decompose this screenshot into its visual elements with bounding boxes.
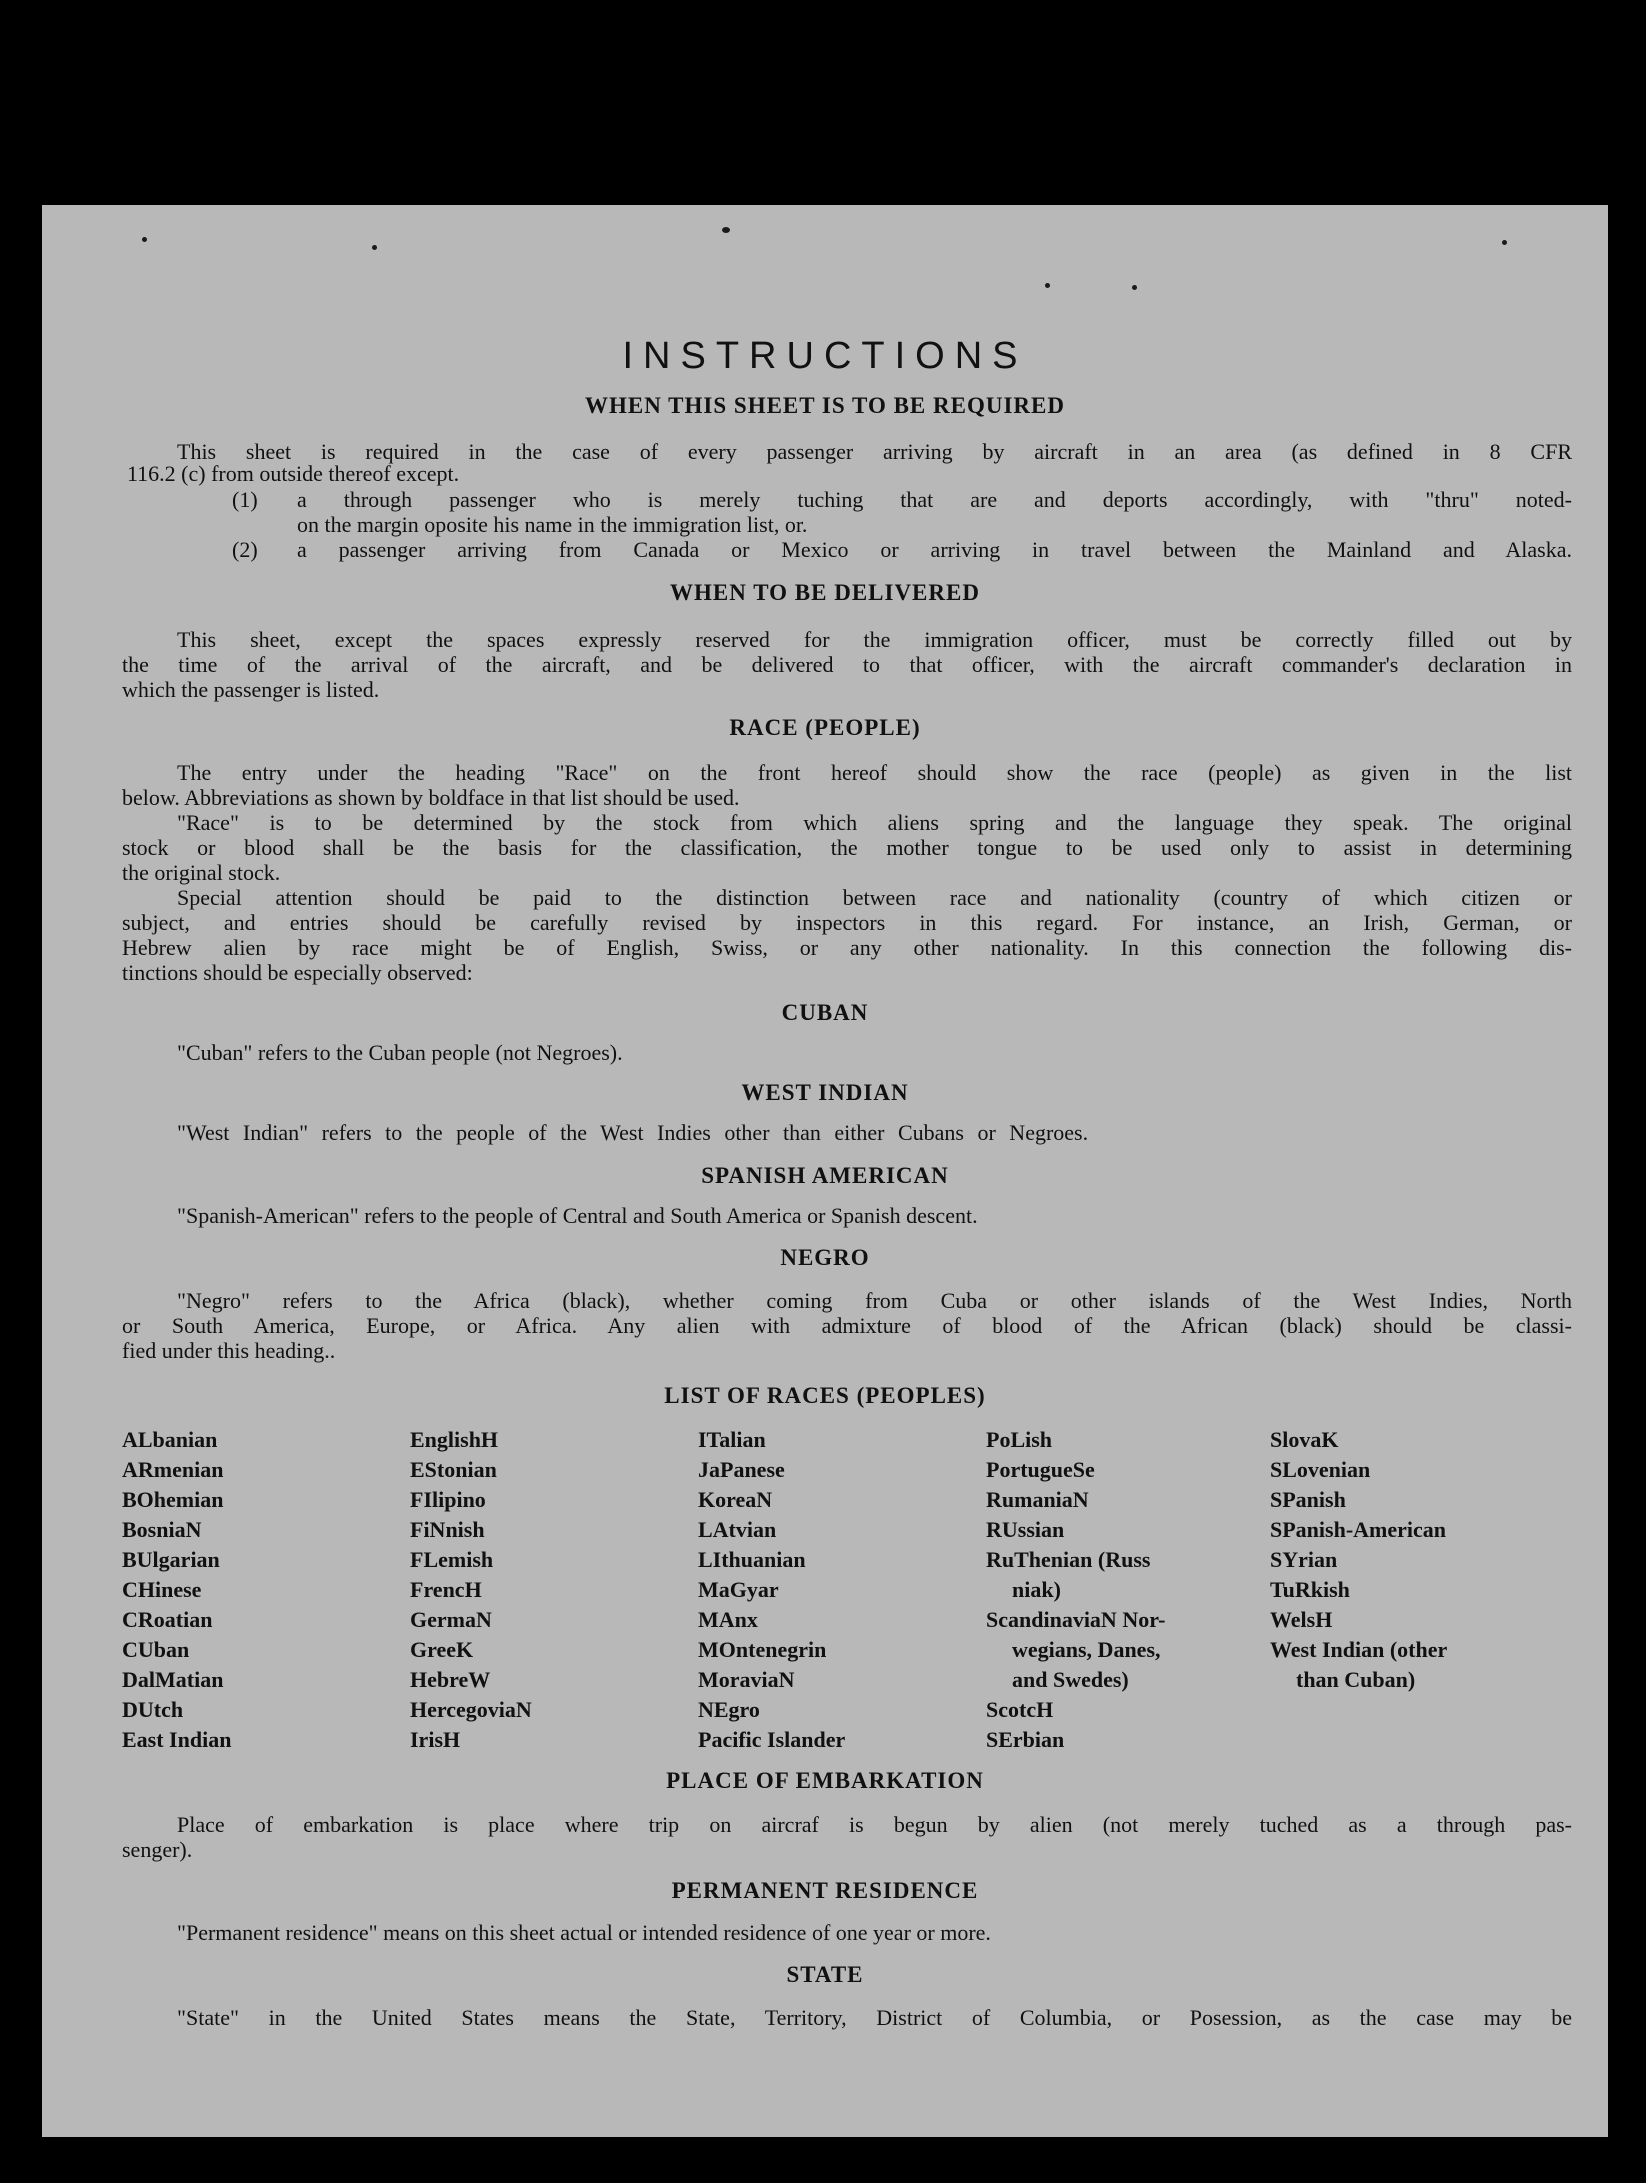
race-entry: TuRkish — [1270, 1577, 1350, 1602]
heading-list-of-races: LIST OF RACES (PEOPLES) — [664, 1383, 986, 1408]
race-entry: KoreaN — [698, 1487, 773, 1512]
dust-speck — [1502, 240, 1507, 245]
dust-speck — [1132, 285, 1137, 290]
page-title: INSTRUCTIONS — [622, 335, 1028, 377]
race-entry: FIlipino — [410, 1487, 486, 1512]
race-entry: PortugueSe — [986, 1457, 1095, 1482]
paragraph-line: stock or blood shall be the basis for the classification, the mother tongue to be used only to assist in determining — [122, 835, 1572, 860]
race-entry: East Indian — [122, 1727, 232, 1752]
race-entry: CHinese — [122, 1577, 202, 1602]
paragraph-line: "Permanent residence" means on this sheet actual or intended residence of one year or more. — [177, 1920, 991, 1945]
paragraph-line: below. Abbreviations as shown by boldface in that list should be used. — [122, 785, 740, 810]
paragraph-line: "Negro" refers to the Africa (black), whether coming from Cuba or other islands of the West Indies, North — [177, 1288, 1572, 1313]
paragraph-line: "West Indian" refers to the people of the West Indies other than either Cubans or Negroes. — [177, 1120, 1089, 1145]
paragraph-line: Place of embarkation is place where trip on aircraf is begun by alien (not merely tuched as a through pas- — [177, 1812, 1572, 1837]
heading-state: STATE — [786, 1962, 864, 1987]
heading-race: RACE (PEOPLE) — [729, 715, 921, 740]
paragraph-line: The entry under the heading "Race" on the front hereof should show the race (people) as given in the list — [177, 760, 1572, 785]
paragraph-line: fied under this heading.. — [122, 1338, 336, 1363]
race-entry: BosniaN — [122, 1517, 202, 1542]
paragraph-line: "State" in the United States means the State, Territory, District of Columbia, or Posession, as the case may be — [177, 2005, 1572, 2030]
heading-cuban: CUBAN — [781, 1000, 869, 1025]
race-entry: EStonian — [410, 1457, 497, 1482]
list-item-number: (1) — [232, 487, 258, 512]
race-entry: SPanish — [1270, 1487, 1346, 1512]
race-entry: PoLish — [986, 1427, 1053, 1452]
race-entry: RumaniaN — [986, 1487, 1089, 1512]
race-entry: GreeK — [410, 1637, 474, 1662]
race-entry: LAtvian — [698, 1517, 777, 1542]
races-column-5 — [1270, 1425, 1447, 1695]
dust-speck — [372, 245, 377, 250]
list-item-text: a passenger arriving from Canada or Mexico or arriving in travel between the Mainland and Alaska. — [297, 537, 1572, 562]
paragraph-line: or South America, Europe, or Africa. Any alien with admixture of blood of the African (black) should be classi- — [122, 1313, 1572, 1338]
race-entry: CUban — [122, 1637, 190, 1662]
race-entry: DUtch — [122, 1697, 184, 1722]
paragraph-line: subject, and entries should be carefully revised by inspectors in this regard. For instance, an Irish, German, or — [122, 910, 1572, 935]
race-entry: CRoatian — [122, 1607, 213, 1632]
race-entry: RuThenian (Russ — [986, 1547, 1151, 1572]
document-sheet — [42, 205, 1608, 2137]
paragraph-line: Special attention should be paid to the distinction between race and nationality (country of which citizen or — [177, 885, 1572, 910]
race-entry: FiNnish — [410, 1517, 485, 1542]
race-entry: WelsH — [1270, 1607, 1333, 1632]
list-item-number: (2) — [232, 537, 258, 562]
paragraph-line: which the passenger is listed. — [122, 677, 380, 702]
paragraph-line: "Spanish-American" refers to the people of Central and South America or Spanish descent. — [177, 1203, 978, 1228]
race-entry: DalMatian — [122, 1667, 224, 1692]
race-entry: JaPanese — [698, 1457, 785, 1482]
paragraph-line: the time of the arrival of the aircraft, and be delivered to that officer, with the aircraft commander's declaration in — [122, 652, 1572, 677]
paragraph-line: "Race" is to be determined by the stock from which aliens spring and the language they speak. The original — [177, 810, 1572, 835]
race-entry: HebreW — [410, 1667, 491, 1692]
paragraph-line: senger). — [122, 1837, 193, 1862]
race-entry: ALbanian — [122, 1427, 218, 1452]
race-entry: BUlgarian — [122, 1547, 220, 1572]
race-entry: West Indian (other — [1270, 1637, 1448, 1662]
list-item-text: on the margin oposite his name in the immigration list, or. — [297, 512, 808, 537]
race-entry: ARmenian — [122, 1457, 224, 1482]
race-entry: FLemish — [410, 1547, 494, 1572]
race-entry: BOhemian — [122, 1487, 224, 1512]
race-entry: and Swedes) — [1012, 1667, 1129, 1692]
race-entry: HercegoviaN — [410, 1697, 532, 1722]
races-column-4 — [986, 1425, 1165, 1755]
race-entry: SYrian — [1270, 1547, 1338, 1572]
race-entry: Pacific Islander — [698, 1727, 846, 1752]
heading-west-indian: WEST INDIAN — [741, 1080, 909, 1105]
heading-when-delivered: WHEN TO BE DELIVERED — [670, 580, 980, 605]
races-column-2 — [410, 1425, 532, 1755]
race-entry: RUssian — [986, 1517, 1065, 1542]
race-entry: SlovaK — [1270, 1427, 1339, 1452]
race-entry: EnglishH — [410, 1427, 499, 1452]
paragraph-line: This sheet, except the spaces expressly reserved for the immigration officer, must be correctly filled out by — [177, 627, 1572, 652]
paragraph-line: tinctions should be especially observed: — [122, 960, 473, 985]
race-entry: than Cuban) — [1296, 1667, 1416, 1692]
race-entry: ScandinaviaN Nor- — [986, 1607, 1166, 1632]
dust-speck — [722, 227, 730, 233]
race-entry: MaGyar — [698, 1577, 779, 1602]
heading-spanish-american: SPANISH AMERICAN — [701, 1163, 949, 1188]
paragraph-line: the original stock. — [122, 860, 281, 885]
heading-negro: NEGRO — [780, 1245, 870, 1270]
heading-embarkation: PLACE OF EMBARKATION — [666, 1768, 984, 1793]
race-entry: ITalian — [698, 1427, 766, 1452]
race-entry: ScotcH — [986, 1697, 1054, 1722]
paragraph-line: Hebrew alien by race might be of English, Swiss, or any other nationality. In this connection the following dis- — [122, 935, 1572, 960]
races-column-1 — [122, 1425, 231, 1755]
race-entry: SPanish-American — [1270, 1517, 1446, 1542]
paragraph-line: "Cuban" refers to the Cuban people (not Negroes). — [177, 1040, 623, 1065]
race-entry: FrencH — [410, 1577, 482, 1602]
heading-permanent-residence: PERMANENT RESIDENCE — [671, 1878, 979, 1903]
list-item-text: a through passenger who is merely tuching that are and deports accordingly, with "thru" noted- — [297, 487, 1572, 512]
paragraph-line: This sheet is required in the case of every passenger arriving by aircraft in an area (as defined in 8 CFR — [177, 439, 1572, 464]
dust-speck — [1045, 283, 1050, 288]
race-entry: MAnx — [698, 1607, 758, 1632]
race-entry: IrisH — [410, 1727, 461, 1752]
race-entry: niak) — [1012, 1577, 1061, 1602]
race-entry: wegians, Danes, — [1012, 1637, 1161, 1662]
races-column-3 — [698, 1425, 845, 1755]
dust-speck — [142, 237, 147, 242]
race-entry: SErbian — [986, 1727, 1065, 1752]
race-entry: NEgro — [698, 1697, 760, 1722]
race-entry: GermaN — [410, 1607, 492, 1632]
race-entry: LIthuanian — [698, 1547, 806, 1572]
heading-when-required: WHEN THIS SHEET IS TO BE REQUIRED — [585, 393, 1065, 418]
race-entry: MoraviaN — [698, 1667, 795, 1692]
race-entry: SLovenian — [1270, 1457, 1371, 1482]
race-entry: MOntenegrin — [698, 1637, 827, 1662]
paragraph-line: 116.2 (c) from outside thereof except. — [127, 461, 460, 486]
